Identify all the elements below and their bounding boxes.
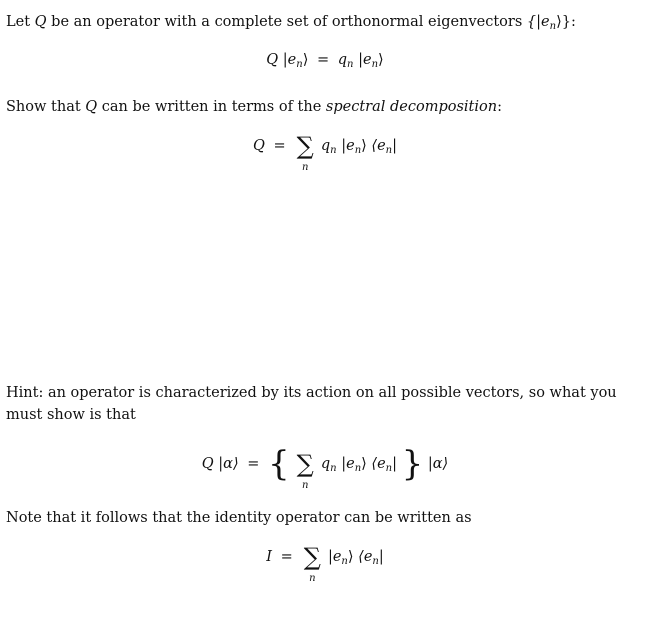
eq3-bra: ⟨e — [371, 456, 386, 472]
eq4-ket-subscript: n — [341, 556, 348, 567]
eq4-ket-close: ⟩ — [347, 549, 354, 565]
eq2-bra: ⟨e — [371, 138, 386, 154]
note-paragraph: Note that it follows that the identity operator can be written as — [6, 510, 472, 526]
show-text-middle: can be written in terms of the — [97, 99, 326, 115]
spectral-decomposition-equation — [0, 132, 650, 173]
show-text-after: : — [497, 99, 502, 115]
eq2-ket: |e — [341, 138, 355, 154]
eq2-ket-subscript: n — [354, 145, 362, 156]
eq3-rhs-ket: |α⟩ — [427, 456, 449, 472]
eq4-bra-subscript: n — [372, 556, 379, 567]
show-text-before: Show that — [6, 99, 86, 115]
eq3-lhs-operator: Q — [201, 456, 214, 472]
eq1-rhs-ket: |e — [358, 52, 372, 68]
eq2-summation — [294, 132, 316, 173]
eigenvalue-equation — [0, 52, 650, 68]
eq3-ket-subscript: n — [354, 463, 362, 474]
summation-icon: ∑ — [296, 132, 314, 160]
right-brace-icon: } — [401, 444, 424, 484]
eq4-bra-close: | — [378, 549, 384, 565]
eq2-bra-close: | — [392, 138, 398, 154]
eq2-eigenvalue-subscript: n — [330, 145, 337, 156]
eq2-sum-index: n — [302, 162, 309, 173]
eq4-lhs-identity: I — [266, 549, 272, 565]
eq4-bra: ⟨e — [358, 549, 373, 565]
eq1-rhs-ket-close: ⟩ — [378, 52, 384, 68]
eq2-equals: = — [273, 138, 286, 154]
eq3-summation — [294, 450, 316, 491]
intro-text-before: Let — [6, 14, 35, 30]
hint-paragraph: Hint: an operator is characterized by its action on all possible vectors, so what you must show is that — [6, 385, 617, 423]
eq1-eigenvalue: q — [337, 52, 348, 68]
eq1-lhs-operator: Q — [266, 52, 279, 68]
intro-set-expression: {|e — [526, 14, 550, 30]
eq3-bra-subscript: n — [385, 463, 393, 474]
intro-text-after: be an operator with a complete set of orthonormal eigenvectors — [46, 14, 527, 30]
eq1-rhs-ket-subscript: n — [371, 59, 379, 70]
eq3-equals: = — [247, 456, 260, 472]
eq1-ket-close: ⟩ — [302, 52, 309, 68]
summation-icon: ∑ — [296, 450, 314, 478]
eq4-ket: |e — [327, 549, 342, 565]
show-paragraph — [6, 96, 642, 118]
eq2-lhs-operator: Q — [252, 138, 265, 154]
identity-equation — [0, 543, 650, 584]
eq4-sum-index: n — [309, 573, 316, 584]
eq2-bra-subscript: n — [385, 145, 393, 156]
eq1-ket-subscript: n — [296, 59, 303, 70]
spectral-decomposition-term: spectral decomposition — [325, 99, 498, 115]
intro-set-close: ⟩}: — [556, 14, 576, 30]
intro-set-subscript: n — [549, 21, 557, 32]
eq3-lhs-ket: |α⟩ — [218, 456, 239, 472]
eq3-ket-close: ⟩ — [361, 456, 367, 472]
eq3-sum-index: n — [302, 480, 309, 491]
eq2-ket-close: ⟩ — [361, 138, 367, 154]
eq4-summation — [301, 543, 323, 584]
eq3-eigenvalue: q — [320, 456, 331, 472]
eq1-ket: |e — [282, 52, 297, 68]
eq1-equals: = — [316, 52, 330, 68]
intro-paragraph — [6, 11, 642, 35]
eq1-eigenvalue-subscript: n — [347, 59, 354, 70]
show-operator: Q — [85, 99, 98, 115]
eq2-eigenvalue: q — [320, 138, 331, 154]
eq3-eigenvalue-subscript: n — [330, 463, 337, 474]
intro-operator: Q — [34, 14, 47, 30]
left-brace-icon: { — [268, 444, 290, 484]
eq3-bra-close: | — [392, 456, 398, 472]
eq4-equals: = — [280, 549, 293, 565]
hint-equation — [0, 444, 650, 491]
summation-icon: ∑ — [303, 543, 321, 571]
eq3-ket: |e — [341, 456, 355, 472]
